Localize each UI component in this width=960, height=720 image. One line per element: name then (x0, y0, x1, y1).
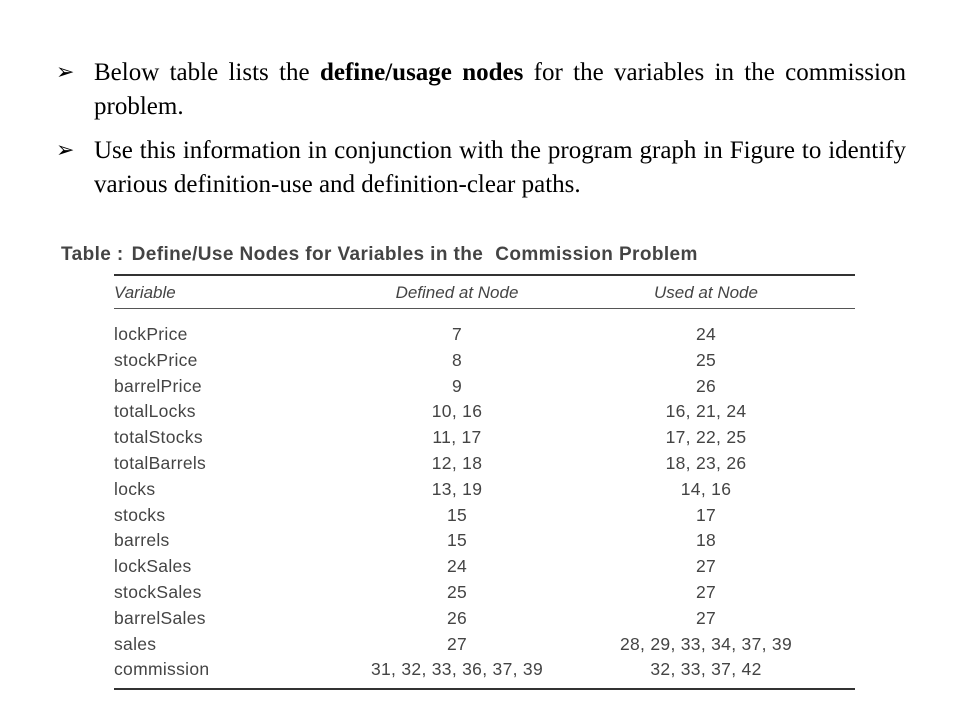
table-row (114, 453, 855, 479)
table-header-rule (114, 308, 855, 309)
table-caption-suffix: Commission Problem (495, 244, 698, 265)
cell-used: 16, 21, 24 (665, 401, 747, 422)
cell-variable: totalStocks (114, 427, 203, 448)
cell-defined: 25 (446, 581, 468, 602)
define-use-table-figure (56, 236, 906, 706)
bullet-text-end: for the variables in the commission problem. (94, 59, 906, 120)
cell-defined: 15 (446, 504, 468, 525)
column-header-defined: Defined at Node (395, 283, 519, 302)
table-row (114, 376, 855, 402)
cell-defined: 27 (446, 633, 468, 654)
table-row (114, 401, 855, 427)
cell-used: 17 (695, 504, 717, 525)
cell-defined: 11, 17 (432, 427, 482, 448)
cell-defined: 10, 16 (431, 401, 483, 422)
cell-defined: 13, 19 (431, 478, 483, 499)
table-row (114, 530, 855, 556)
table-row (114, 608, 855, 634)
cell-defined: 15 (446, 530, 468, 551)
cell-variable: barrelSales (114, 607, 206, 628)
cell-variable: lockPrice (114, 324, 188, 344)
cell-used: 27 (695, 607, 717, 628)
cell-used: 27 (695, 581, 717, 602)
cell-variable: stockSales (114, 581, 202, 602)
bullet-list (56, 56, 906, 220)
cell-defined: 12, 18 (431, 452, 483, 473)
table-caption-main: Define/Use Nodes for Variables in the (131, 244, 484, 265)
bullet-clipped-text (94, 134, 906, 210)
table-caption-prefix: Table : (61, 244, 124, 265)
cell-used: 24 (695, 324, 717, 344)
table-caption (61, 244, 698, 266)
bullet-item-use-information (56, 134, 906, 210)
table-row (114, 505, 855, 531)
table-row (114, 659, 855, 685)
cell-used: 26 (695, 375, 717, 396)
cell-defined: 26 (446, 607, 468, 628)
cell-defined: 8 (451, 349, 463, 370)
cell-defined: 9 (451, 375, 463, 396)
cell-variable: totalLocks (114, 401, 196, 422)
cell-variable: sales (114, 633, 157, 654)
table-body (114, 324, 855, 685)
arrow-bullet-icon: ➢ (56, 138, 75, 163)
cell-variable: barrelPrice (114, 375, 202, 396)
cell-used: 17, 22, 25 (665, 427, 747, 448)
cell-used: 27 (695, 556, 717, 577)
cell-variable: commission (114, 659, 210, 680)
arrow-bullet-icon: ➢ (56, 60, 75, 85)
cell-used: 18 (695, 530, 717, 551)
table-row (114, 582, 855, 608)
table-top-rule (114, 274, 855, 276)
table-bottom-rule (114, 688, 855, 690)
table-row (114, 479, 855, 505)
bullet-bold-term: define/usage nodes (319, 59, 524, 86)
table-row (114, 427, 855, 453)
table-row (114, 350, 855, 376)
cell-defined: 7 (451, 324, 463, 344)
cell-variable: locks (114, 478, 156, 499)
table-row (114, 556, 855, 582)
column-header-used: Used at Node (654, 283, 758, 302)
table-row (114, 634, 855, 660)
cell-variable: totalBarrels (114, 452, 207, 473)
cell-variable: barrels (114, 530, 170, 551)
cell-used: 25 (695, 349, 717, 370)
bullet-text: Use this information in conjunction with the program graph in Figure to identify various definition-use and definition-clear paths. (94, 137, 906, 198)
cell-variable: stocks (114, 504, 166, 525)
cell-defined: 31, 32, 33, 36, 37, 39 (370, 659, 543, 680)
bullet-text-start: Below table lists the (94, 59, 320, 86)
table-row (114, 324, 855, 350)
cell-used: 18, 23, 26 (665, 452, 747, 473)
cell-variable: lockSales (114, 556, 192, 577)
bullet-item-define-usage (56, 56, 906, 124)
cell-defined: 24 (446, 556, 468, 577)
cell-used: 14, 16 (680, 478, 732, 499)
column-header-variable: Variable (114, 283, 176, 302)
cell-used: 28, 29, 33, 34, 37, 39 (619, 633, 792, 654)
cell-used: 32, 33, 37, 42 (650, 659, 762, 680)
cell-variable: stockPrice (114, 349, 198, 370)
